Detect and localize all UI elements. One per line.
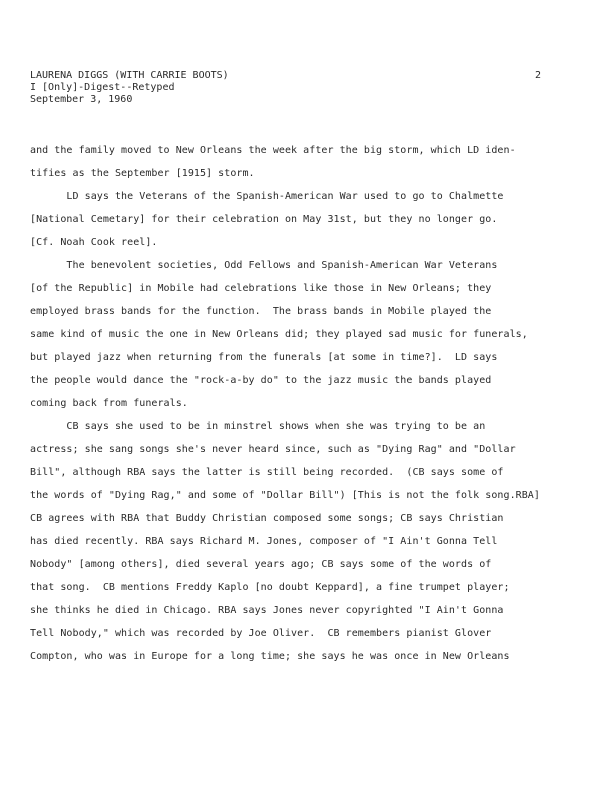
text-line: CB agrees with RBA that Buddy Christian composed some songs; CB says Christian: [30, 513, 504, 524]
text-line: [National Cemetary] for their celebration on May 31st, but they no longer go.: [30, 214, 498, 225]
header-subtitle: I [Only]-Digest--Retyped: [30, 82, 175, 93]
text-line: and the family moved to New Orleans the week after the big storm, which LD iden-: [30, 145, 516, 156]
text-line: employed brass bands for the function. The brass bands in Mobile played the: [30, 306, 492, 317]
document-body: [30, 139, 550, 668]
page-number: 2: [535, 70, 542, 81]
text-line: coming back from funerals.: [30, 398, 188, 409]
text-line: has died recently. RBA says Richard M. Jones, composer of "I Ain't Gonna Tell: [30, 536, 498, 547]
header-title: LAURENA DIGGS (WITH CARRIE BOOTS): [30, 70, 229, 81]
text-line: she thinks he died in Chicago. RBA says Jones never copyrighted "I Ain't Gonna: [30, 605, 504, 616]
document-header: [30, 70, 229, 106]
text-line: that song. CB mentions Freddy Kaplo [no doubt Keppard], a fine trumpet player;: [30, 582, 510, 593]
text-line: CB says she used to be in minstrel shows when she was trying to be an: [30, 421, 486, 432]
text-line: Bill", although RBA says the latter is still being recorded. (CB says some of: [30, 467, 504, 478]
text-line: The benevolent societies, Odd Fellows and Spanish-American War Veterans: [30, 260, 498, 271]
text-line: [of the Republic] in Mobile had celebrations like those in New Orleans; they: [30, 283, 492, 294]
text-line: the words of "Dying Rag," and some of "Dollar Bill") [This is not the folk song.RBA]: [30, 490, 540, 501]
text-line: Nobody" [among others], died several years ago; CB says some of the words of: [30, 559, 492, 570]
text-line: tifies as the September [1915] storm.: [30, 168, 255, 179]
header-date: September 3, 1960: [30, 94, 133, 105]
text-line: the people would dance the "rock-a-by do" to the jazz music the bands played: [30, 375, 492, 386]
text-line: LD says the Veterans of the Spanish-American War used to go to Chalmette: [30, 191, 504, 202]
text-line: [Cf. Noah Cook reel].: [30, 237, 158, 248]
text-line: actress; she sang songs she's never heard since, such as "Dying Rag" and "Dollar: [30, 444, 516, 455]
text-line: Tell Nobody," which was recorded by Joe Oliver. CB remembers pianist Glover: [30, 628, 492, 639]
text-line: but played jazz when returning from the funerals [at some in time?]. LD says: [30, 352, 498, 363]
text-line: Compton, who was in Europe for a long time; she says he was once in New Orleans: [30, 651, 510, 662]
text-line: same kind of music the one in New Orleans did; they played sad music for funerals,: [30, 329, 528, 340]
